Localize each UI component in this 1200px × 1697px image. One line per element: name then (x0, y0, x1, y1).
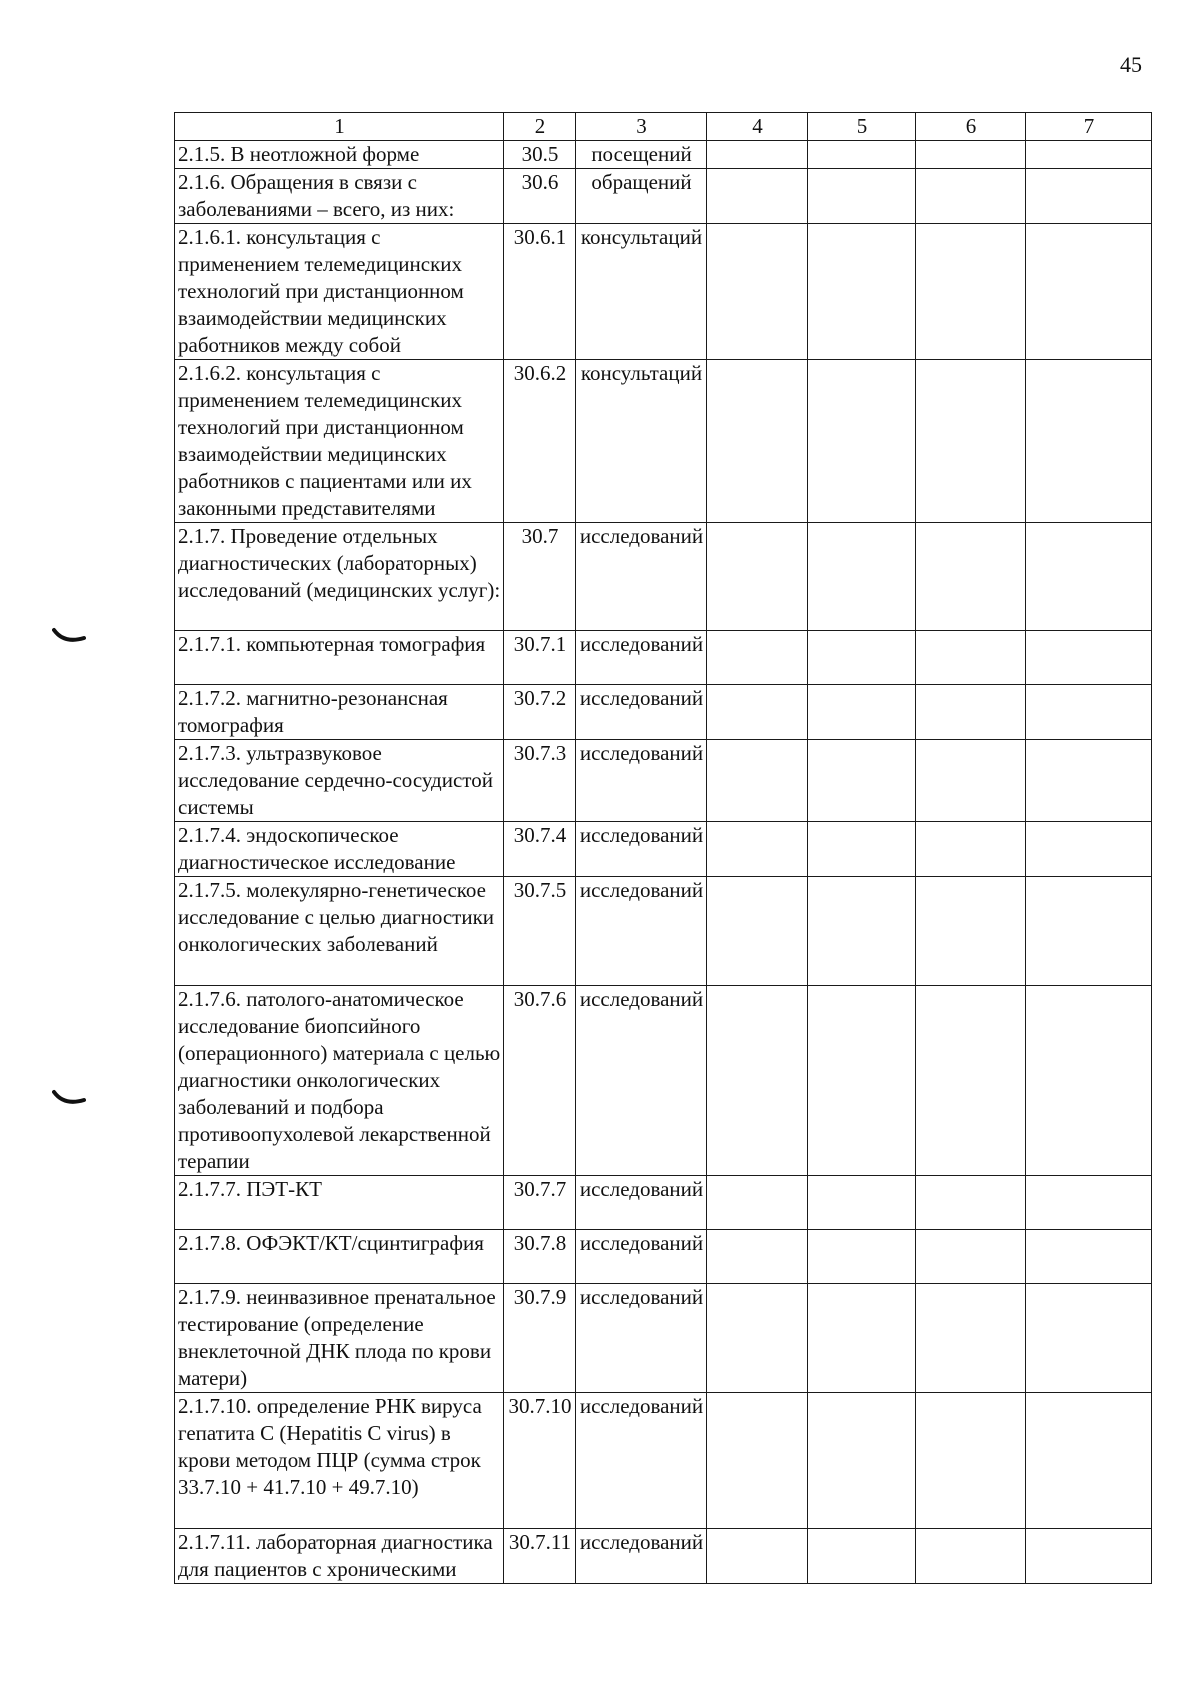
row-code: 30.6.2 (504, 360, 576, 523)
value-cell (808, 822, 916, 877)
row-unit: исследований (576, 1176, 707, 1230)
value-cell (808, 1393, 916, 1529)
table-row (175, 631, 1152, 685)
value-cell (1026, 523, 1152, 631)
value-cell (707, 986, 808, 1176)
value-cell (808, 1284, 916, 1393)
row-name: 2.1.5. В неотложной форме (175, 141, 504, 169)
value-cell (1026, 1529, 1152, 1584)
row-unit: исследований (576, 986, 707, 1176)
row-name: 2.1.7.8. ОФЭКТ/КТ/сцинтиграфия (175, 1230, 504, 1284)
value-cell (808, 360, 916, 523)
value-cell (707, 1529, 808, 1584)
column-header: 6 (916, 113, 1026, 141)
row-unit: исследований (576, 1393, 707, 1529)
value-cell (916, 685, 1026, 740)
value-cell (1026, 631, 1152, 685)
value-cell (916, 523, 1026, 631)
column-header: 7 (1026, 113, 1152, 141)
report-table (174, 112, 1152, 1584)
value-cell (916, 1284, 1026, 1393)
row-unit: исследований (576, 685, 707, 740)
row-code: 30.5 (504, 141, 576, 169)
table-row (175, 224, 1152, 360)
value-cell (707, 360, 808, 523)
value-cell (808, 224, 916, 360)
value-cell (707, 523, 808, 631)
value-cell (916, 822, 1026, 877)
value-cell (916, 631, 1026, 685)
row-code: 30.7.8 (504, 1230, 576, 1284)
value-cell (808, 1529, 916, 1584)
value-cell (808, 740, 916, 822)
row-name: 2.1.6.2. консультация с применением телемедицинских технологий при дистанционном взаимодействии медицинских работников с пациентами или их законными представителями (175, 360, 504, 523)
row-name: 2.1.7.5. молекулярно-генетическое исследование с целью диагностики онкологических заболеваний (175, 877, 504, 986)
value-cell (707, 877, 808, 986)
value-cell (916, 740, 1026, 822)
value-cell (707, 1284, 808, 1393)
column-header: 1 (175, 113, 504, 141)
row-unit: исследований (576, 523, 707, 631)
table-row (175, 1529, 1152, 1584)
binding-mark-icon (52, 626, 86, 650)
row-name: 2.1.7.9. неинвазивное пренатальное тестирование (определение внеклеточной ДНК плода по крови матери) (175, 1284, 504, 1393)
value-cell (707, 169, 808, 224)
value-cell (808, 523, 916, 631)
value-cell (1026, 141, 1152, 169)
row-code: 30.7.9 (504, 1284, 576, 1393)
value-cell (916, 1230, 1026, 1284)
row-code: 30.7.6 (504, 986, 576, 1176)
table-row (175, 1284, 1152, 1393)
row-code: 30.7.11 (504, 1529, 576, 1584)
row-code: 30.6.1 (504, 224, 576, 360)
table-row (175, 1230, 1152, 1284)
value-cell (808, 1230, 916, 1284)
row-name: 2.1.6. Обращения в связи с заболеваниями – всего, из них: (175, 169, 504, 224)
row-code: 30.7 (504, 523, 576, 631)
row-code: 30.7.10 (504, 1393, 576, 1529)
row-unit: исследований (576, 1284, 707, 1393)
row-name: 2.1.7.4. эндоскопическое диагностическое исследование (175, 822, 504, 877)
value-cell (1026, 822, 1152, 877)
row-unit: исследований (576, 631, 707, 685)
value-cell (1026, 224, 1152, 360)
row-unit: консультаций (576, 224, 707, 360)
value-cell (1026, 986, 1152, 1176)
row-code: 30.7.5 (504, 877, 576, 986)
value-cell (916, 1393, 1026, 1529)
value-cell (808, 141, 916, 169)
table-row (175, 986, 1152, 1176)
value-cell (707, 1393, 808, 1529)
value-cell (916, 224, 1026, 360)
value-cell (808, 1176, 916, 1230)
value-cell (1026, 169, 1152, 224)
column-header: 5 (808, 113, 916, 141)
row-name: 2.1.7.1. компьютерная томография (175, 631, 504, 685)
row-code: 30.7.4 (504, 822, 576, 877)
value-cell (808, 986, 916, 1176)
value-cell (707, 685, 808, 740)
row-name: 2.1.7. Проведение отдельных диагностических (лабораторных) исследований (медицинских услуг): (175, 523, 504, 631)
value-cell (916, 360, 1026, 523)
page-number: 45 (1120, 52, 1142, 77)
value-cell (808, 877, 916, 986)
value-cell (1026, 685, 1152, 740)
value-cell (1026, 1176, 1152, 1230)
column-header: 2 (504, 113, 576, 141)
row-code: 30.7.7 (504, 1176, 576, 1230)
row-unit: исследований (576, 877, 707, 986)
row-code: 30.7.1 (504, 631, 576, 685)
value-cell (707, 822, 808, 877)
row-name: 2.1.6.1. консультация с применением телемедицинских технологий при дистанционном взаимодействии медицинских работников между собой (175, 224, 504, 360)
row-unit: исследований (576, 1529, 707, 1584)
value-cell (1026, 360, 1152, 523)
value-cell (707, 1230, 808, 1284)
header-row (175, 113, 1152, 141)
value-cell (808, 685, 916, 740)
value-cell (1026, 740, 1152, 822)
row-code: 30.7.2 (504, 685, 576, 740)
value-cell (1026, 1230, 1152, 1284)
value-cell (707, 1176, 808, 1230)
table-row (175, 1176, 1152, 1230)
row-unit: обращений (576, 169, 707, 224)
value-cell (916, 1176, 1026, 1230)
table-row (175, 740, 1152, 822)
value-cell (916, 169, 1026, 224)
table-row (175, 822, 1152, 877)
table-row (175, 1393, 1152, 1529)
table-row (175, 523, 1152, 631)
value-cell (916, 141, 1026, 169)
row-unit: исследований (576, 740, 707, 822)
value-cell (808, 631, 916, 685)
row-name: 2.1.7.6. патолого-анатомическое исследование биопсийного (операционного) материала с целью диагностики онкологических заболеваний и подбора противоопухолевой лекарственной терапии (175, 986, 504, 1176)
value-cell (808, 169, 916, 224)
value-cell (916, 1529, 1026, 1584)
value-cell (1026, 877, 1152, 986)
row-unit: консультаций (576, 360, 707, 523)
table-row (175, 141, 1152, 169)
row-name: 2.1.7.7. ПЭТ-КТ (175, 1176, 504, 1230)
row-name: 2.1.7.10. определение РНК вируса гепатита C (Hepatitis C virus) в крови методом ПЦР (сумма строк 33.7.10 + 41.7.10 + 49.7.10) (175, 1393, 504, 1529)
row-unit: исследований (576, 1230, 707, 1284)
value-cell (707, 740, 808, 822)
value-cell (707, 141, 808, 169)
value-cell (707, 631, 808, 685)
row-unit: посещений (576, 141, 707, 169)
column-header: 4 (707, 113, 808, 141)
row-name: 2.1.7.2. магнитно-резонансная томография (175, 685, 504, 740)
value-cell (916, 986, 1026, 1176)
row-name: 2.1.7.3. ультразвуковое исследование сердечно-сосудистой системы (175, 740, 504, 822)
table-row (175, 685, 1152, 740)
binding-mark-icon (52, 1088, 86, 1112)
row-name: 2.1.7.11. лабораторная диагностика для пациентов с хроническими (175, 1529, 504, 1584)
value-cell (1026, 1393, 1152, 1529)
table-row (175, 360, 1152, 523)
table-row (175, 877, 1152, 986)
table-row (175, 169, 1152, 224)
row-code: 30.6 (504, 169, 576, 224)
value-cell (916, 877, 1026, 986)
column-header: 3 (576, 113, 707, 141)
row-code: 30.7.3 (504, 740, 576, 822)
value-cell (1026, 1284, 1152, 1393)
value-cell (707, 224, 808, 360)
row-unit: исследований (576, 822, 707, 877)
